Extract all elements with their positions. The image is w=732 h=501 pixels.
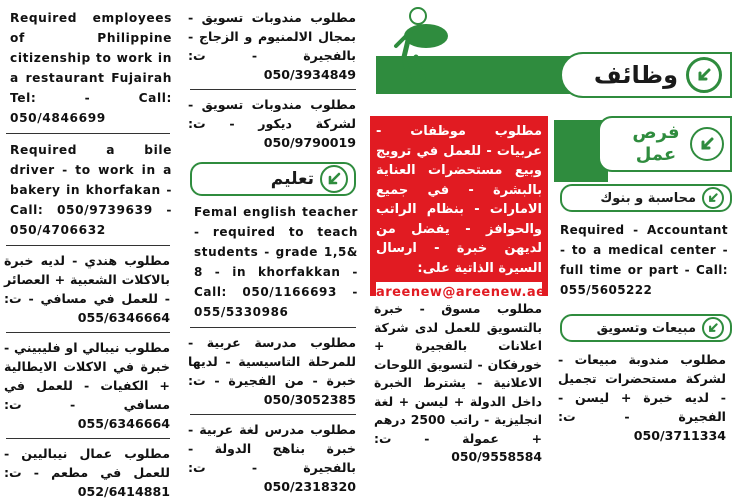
ad-marketing-aluminium: مطلوب مندوبات تسويق - بمجال الالمنيوم و الزجاج - بالفجيرة - ت: 050/3934849 — [188, 10, 356, 82]
ad-advertising-marketer: مطلوب مسوق - خبرة بالتسويق للعمل لدى شركة اعلانات بالفجيرة + خورفكان - لتسويق اللوحات الاعلانية - يشترط الخبرة داخل الدولة + ليسن + لغة انجليزية - راتب 2500 درهم + عمولة - ت: 050/9558584 — [374, 301, 542, 464]
worker-carrying-sack-icon — [380, 2, 460, 92]
divider — [190, 89, 356, 90]
red-ad-text: مطلوب موظفات - عربيات - للعمل في ترويج وبيع مستحضرات العناية بالبشرة - في جميع الامارات - بنظام الراتب والحوافز - يفضل من لديهن خبرة - ارسال السيرة الذاتية على: — [376, 124, 542, 276]
section-sales-label: مبيعات وتسويق — [596, 320, 696, 336]
ad-english-teacher: Femal english teacher - required to teach students - grade 1,5& 8 - in khorfakkan - Call: 050/1166693 - 055/5330986 — [194, 205, 358, 319]
section-accounting-header — [560, 184, 732, 212]
opportunities-label: فرص عمل — [632, 122, 680, 165]
arrow-down-left-icon — [686, 57, 722, 93]
ad-accountant: Required - Accountant - to a medical center - full time or part - Call: 055/5605222 — [560, 223, 728, 297]
divider — [6, 438, 170, 439]
section-accounting-label: محاسبة و بنوك — [600, 190, 696, 206]
section-education-label: تعليم — [270, 169, 314, 189]
jobs-header-title: وظائف — [593, 61, 678, 89]
red-ad-email[interactable]: areenew@areenew.ae — [376, 282, 542, 304]
ad-philippine-restaurant: Required employees of Philippine citizenship to work in a restaurant Fujairah Tel: - Call: 050/4846699 — [10, 11, 172, 125]
ad-italian-cook: مطلوب نيبالي او فليبيني - خبرة في الاكلات الايطالية + الكفيات - للعمل في مسافي - ت: 055/6346664 — [4, 340, 170, 431]
ad-indian-cook: مطلوب هندي - لديه خبرة بالاكلات الشعبية + العصائر - للعمل في مسافي - ت: 055/6346664 — [4, 253, 170, 325]
column-2 — [184, 0, 362, 494]
arrow-down-left-icon — [690, 127, 724, 161]
arrow-down-left-icon — [320, 165, 348, 193]
divider — [190, 327, 356, 328]
column-1 — [0, 0, 176, 499]
ad-marketing-decor: مطلوب مندوبات تسويق - لشركة ديكور - ت: 050/9790019 — [188, 97, 356, 150]
ad-cosmetics-sales-red — [370, 116, 548, 300]
section-education-header — [190, 162, 356, 196]
section-sales-header — [560, 314, 732, 342]
column-4 — [554, 216, 732, 460]
ad-arabic-teacher-m: مطلوب مدرس لغة عربية - خبرة بناهج الدولة - بالفجيرة - ت: 050/2318320 — [188, 422, 356, 494]
jobs-header-pill — [560, 52, 732, 98]
arrow-down-left-icon — [702, 317, 724, 339]
ad-cosmetics-rep: مطلوب مندوبة مبيعات - لشركة مستحضرات تجميل - لديه خبرة + ليسن - الفجيرة - ت: 050/3711334 — [558, 352, 726, 443]
ad-bakery-driver: Required a bile driver - to work in a bakery in khorfakan - Call: 050/9739639 - 050/4706632 — [10, 143, 172, 237]
opportunities-header — [598, 116, 732, 172]
ad-arabic-teacher-f: مطلوب مدرسة عربية - للمرحلة التاسيسية - لديها خبرة - من الفجيرة - ت: 050/3052385 — [188, 335, 356, 407]
divider — [6, 245, 170, 246]
divider — [6, 332, 170, 333]
ad-nepali-workers: مطلوب عمال نيباليين - للعمل في مطعم - ت: 052/6414881 — [4, 446, 170, 499]
divider — [190, 414, 356, 415]
arrow-down-left-icon — [702, 187, 724, 209]
divider — [6, 133, 170, 134]
column-3 — [370, 296, 548, 464]
